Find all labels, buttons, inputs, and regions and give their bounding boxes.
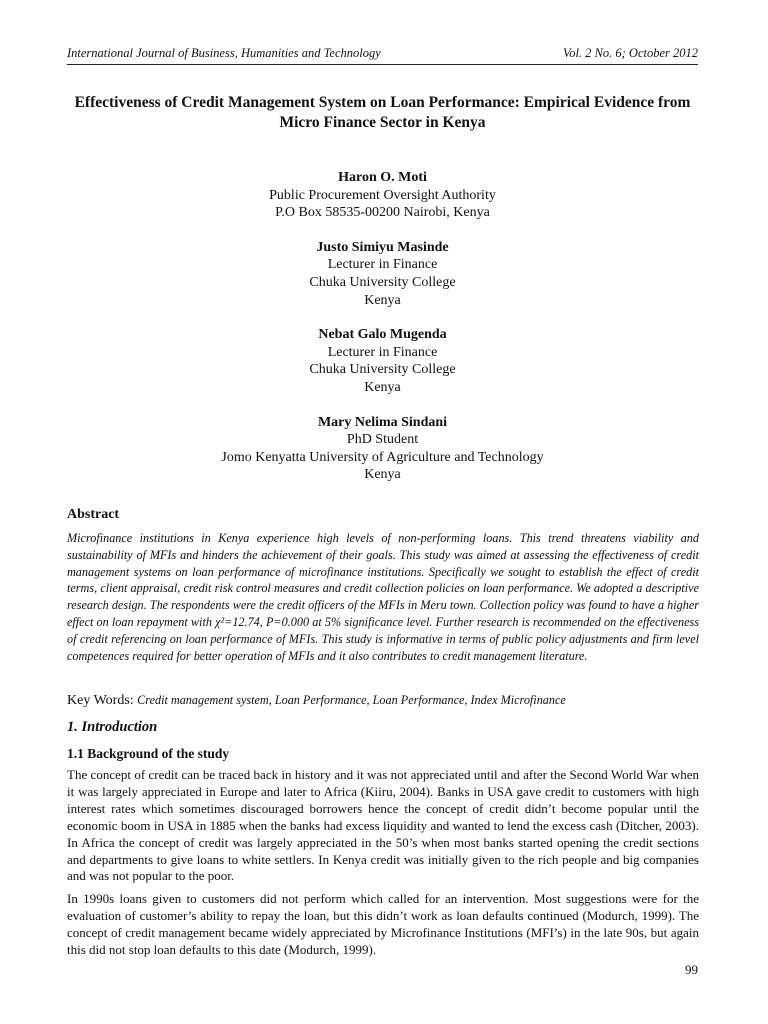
abstract-heading: Abstract — [67, 507, 120, 522]
author-institution: Jomo Kenyatta University of Agriculture and Technology — [221, 449, 544, 465]
body-paragraph-2: In 1990s loans given to customers did not perform which called for an intervention. Most suggestions were for the evaluation of customer’s ability to repay the loan, but this didn’t work as loan defaults continued (Modurch, 1999). The concept of credit management became widely appreciated by Microfinance Institutions (MFI’s) in the late 90s, but again this did not stop loan defaults to this date (Modurch, 1999). — [67, 891, 699, 957]
header-rule — [67, 64, 698, 65]
issue-info: Vol. 2 No. 6; October 2012 — [562, 46, 698, 60]
author-country: Kenya — [364, 379, 401, 395]
author-name: Justo Simiyu Masinde — [316, 239, 449, 255]
author-institution: Chuka University College — [309, 362, 456, 378]
author-affiliation: Public Procurement Oversight Authority — [269, 187, 496, 203]
author-country: Kenya — [364, 292, 401, 308]
author-institution: Chuka University College — [309, 274, 456, 290]
author-block — [67, 169, 698, 501]
author-affiliation: Lecturer in Finance — [327, 257, 438, 273]
author-entry — [67, 169, 698, 222]
author-affiliation: PhD Student — [346, 432, 419, 448]
section-heading-introduction: 1. Introduction — [67, 719, 158, 735]
journal-name: International Journal of Business, Humanities and Technology — [67, 46, 381, 60]
author-entry — [67, 326, 698, 396]
author-entry — [67, 414, 698, 484]
author-entry — [67, 239, 698, 309]
subsection-heading-background: 1.1 Background of the study — [67, 746, 230, 761]
keywords-label: Key Words: — [67, 693, 134, 708]
author-name: Mary Nelima Sindani — [317, 414, 448, 430]
author-name: Haron O. Moti — [338, 170, 427, 185]
abstract-text: Microfinance institutions in Kenya experience high levels of non-performing loans. This trend threatens viability and sustainability of MFIs and hinders the achievement of their goals. This study was aimed at assessing the effectiveness of credit management systems on loan performance of microfinance institutions. Specifically we sought to establish the effect of credit terms, client appraisal, credit risk control measures and credit collection policies on loan performance. We adopted a descriptive research design. The respondents were the credit officers of the MFIs in Meru town. Collection policy was found to have a higher effect on loan repayment with χ²=12.74, P=0.000 at 5% significance level. Further research is recommended on the effectiveness of credit referencing on loan performance of MFIs. This study is informative in terms of public policy adjustments and firm level competences required for better operation of MFIs and it also contributes to credit management literature. — [67, 531, 699, 663]
keywords-text: Credit management system, Loan Performance, Loan Performance, Index Microfinance — [137, 693, 566, 707]
author-name: Nebat Galo Mugenda — [318, 327, 447, 343]
author-address: P.O Box 58535-00200 Nairobi, Kenya — [275, 205, 490, 221]
paper-title: Effectiveness of Credit Management System on Loan Performance: Empirical Evidence from Micro Finance Sector in Kenya — [74, 94, 691, 131]
body-paragraph-1: The concept of credit can be traced back in history and it was not appreciated until and after the Second World War when it was largely appreciated in Europe and later to Africa (Kiiru, 2004). Banks in USA gave credit to customers with high interest rates which sometimes discouraged borrowers hence the concept of credit didn’t become popular until the economic boom in USA in 1885 when the banks had excess liquidity and wanted to lend the excess cash (Ditcher, 2003). In Africa the concept of credit was largely appreciated in the 50’s when most banks started opening the credit sections and departments to give loans to white settlers. In Kenya credit was initially given to the rich people and big companies and was not popular to the poor. — [67, 767, 699, 884]
author-country: Kenya — [364, 467, 401, 483]
page-number: 99 — [685, 962, 698, 977]
author-affiliation: Lecturer in Finance — [327, 344, 438, 360]
keywords-line — [67, 693, 699, 709]
running-header — [67, 46, 698, 66]
